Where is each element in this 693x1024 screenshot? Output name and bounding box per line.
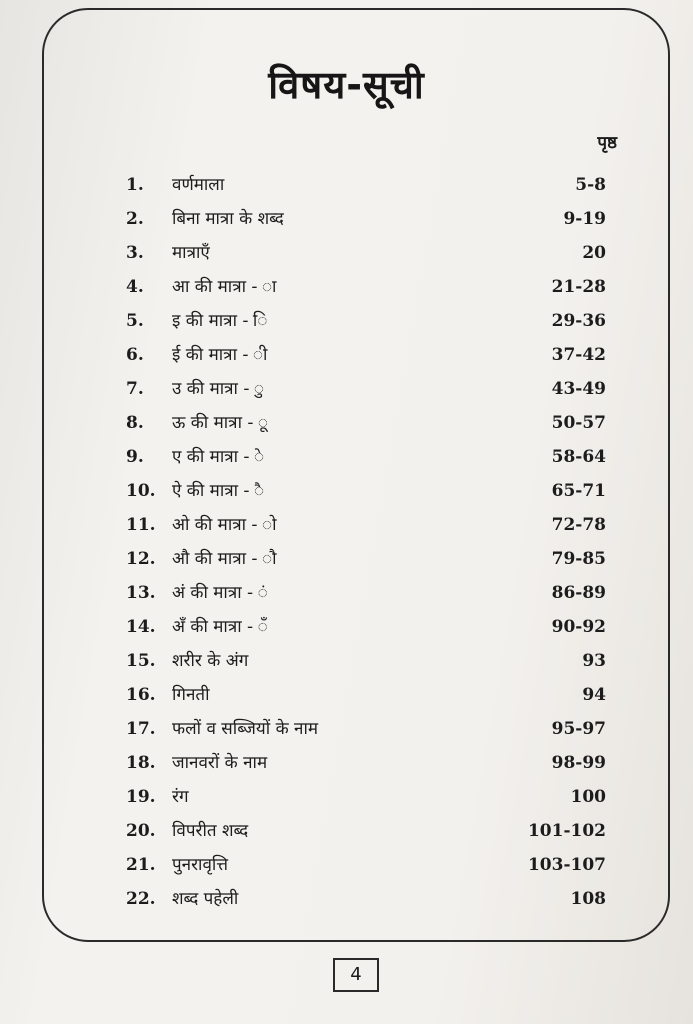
toc-entry-label: अँ की मात्रा - ँ	[172, 617, 268, 637]
toc-entry-number: 20.	[126, 821, 156, 841]
toc-entry-number: 8.	[126, 413, 144, 433]
toc-entry-label: बिना मात्रा के शब्द	[172, 209, 284, 229]
toc-row	[126, 440, 606, 474]
toc-entry-pages: 9-19	[563, 209, 606, 229]
toc-entry-pages: 90-92	[551, 617, 606, 637]
toc-entry-number: 6.	[126, 345, 144, 365]
toc-entry-label: वर्णमाला	[172, 175, 225, 195]
toc-entry-label: गिनती	[172, 685, 210, 705]
toc-entry-number: 5.	[126, 311, 144, 331]
toc-row	[126, 304, 606, 338]
toc-row	[126, 474, 606, 508]
toc-entry-label: ऊ की मात्रा - ू	[172, 413, 269, 433]
toc-entry-label: रंग	[172, 787, 189, 807]
toc-entry-number: 1.	[126, 175, 144, 195]
page-column-header: पृष्ठ	[597, 133, 617, 153]
toc-entry-number: 18.	[126, 753, 156, 773]
toc-entry-pages: 100	[570, 787, 606, 807]
toc-entry-pages: 103-107	[527, 855, 606, 875]
toc-row	[126, 372, 606, 406]
toc-row	[126, 848, 606, 882]
toc-row	[126, 576, 606, 610]
toc-row	[126, 678, 606, 712]
toc-entry-number: 17.	[126, 719, 156, 739]
toc-entry-pages: 21-28	[551, 277, 606, 297]
toc-entry-number: 22.	[126, 889, 156, 909]
toc-entry-pages: 95-97	[551, 719, 606, 739]
toc-entry-pages: 93	[582, 651, 606, 671]
toc-row	[126, 712, 606, 746]
toc-entry-pages: 29-36	[551, 311, 606, 331]
toc-entry-pages: 37-42	[551, 345, 606, 365]
toc-entry-number: 7.	[126, 379, 144, 399]
toc-entry-number: 3.	[126, 243, 144, 263]
toc-entry-number: 15.	[126, 651, 156, 671]
toc-entry-label: ए की मात्रा - े	[172, 447, 265, 467]
toc-entry-pages: 108	[570, 889, 606, 909]
toc-row	[126, 406, 606, 440]
toc-entry-label: ऐ की मात्रा - ै	[172, 481, 265, 501]
toc-entry-pages: 98-99	[551, 753, 606, 773]
toc-row	[126, 202, 606, 236]
toc-row	[126, 610, 606, 644]
toc-entry-label: अं की मात्रा - ं	[172, 583, 268, 603]
table-of-contents	[126, 168, 606, 916]
toc-row	[126, 542, 606, 576]
toc-entry-label: शरीर के अंग	[172, 651, 249, 671]
toc-entry-number: 16.	[126, 685, 156, 705]
toc-row	[126, 270, 606, 304]
toc-entry-number: 2.	[126, 209, 144, 229]
toc-row	[126, 814, 606, 848]
toc-entry-pages: 101-102	[527, 821, 606, 841]
toc-entry-number: 13.	[126, 583, 156, 603]
toc-entry-pages: 94	[582, 685, 606, 705]
toc-entry-pages: 65-71	[551, 481, 606, 501]
page-number: 4	[333, 958, 379, 992]
toc-row	[126, 780, 606, 814]
toc-row	[126, 644, 606, 678]
toc-entry-label: जानवरों के नाम	[172, 753, 268, 773]
toc-entry-number: 9.	[126, 447, 144, 467]
toc-entry-number: 12.	[126, 549, 156, 569]
toc-entry-pages: 50-57	[551, 413, 606, 433]
toc-entry-number: 14.	[126, 617, 156, 637]
toc-entry-pages: 20	[582, 243, 606, 263]
toc-row	[126, 168, 606, 202]
toc-entry-label: विपरीत शब्द	[172, 821, 249, 841]
toc-entry-label: उ की मात्रा - ु	[172, 379, 264, 399]
toc-entry-label: इ की मात्रा - ि	[172, 311, 268, 331]
toc-entry-label: मात्राएँ	[172, 243, 210, 263]
toc-entry-pages: 5-8	[575, 175, 606, 195]
toc-entry-number: 21.	[126, 855, 156, 875]
toc-entry-label: ई की मात्रा - ी	[172, 345, 268, 365]
toc-row	[126, 882, 606, 916]
toc-entry-label: फलों व सब्जियों के नाम	[172, 719, 319, 739]
toc-row	[126, 746, 606, 780]
toc-entry-pages: 43-49	[551, 379, 606, 399]
toc-entry-number: 10.	[126, 481, 156, 501]
toc-entry-label: शब्द पहेली	[172, 889, 239, 909]
page-title: विषय-सूची	[268, 63, 425, 107]
toc-entry-pages: 86-89	[551, 583, 606, 603]
toc-entry-pages: 79-85	[551, 549, 606, 569]
toc-row	[126, 338, 606, 372]
toc-entry-label: औ की मात्रा - ौ	[172, 549, 277, 569]
toc-row	[126, 236, 606, 270]
toc-entry-pages: 72-78	[551, 515, 606, 535]
toc-row	[126, 508, 606, 542]
toc-entry-number: 19.	[126, 787, 156, 807]
toc-entry-label: आ की मात्रा - ा	[172, 277, 277, 297]
toc-entry-number: 11.	[126, 515, 156, 535]
toc-entry-number: 4.	[126, 277, 144, 297]
toc-entry-label: पुनरावृत्ति	[172, 855, 229, 875]
toc-entry-label: ओ की मात्रा - ो	[172, 515, 277, 535]
toc-entry-pages: 58-64	[551, 447, 606, 467]
